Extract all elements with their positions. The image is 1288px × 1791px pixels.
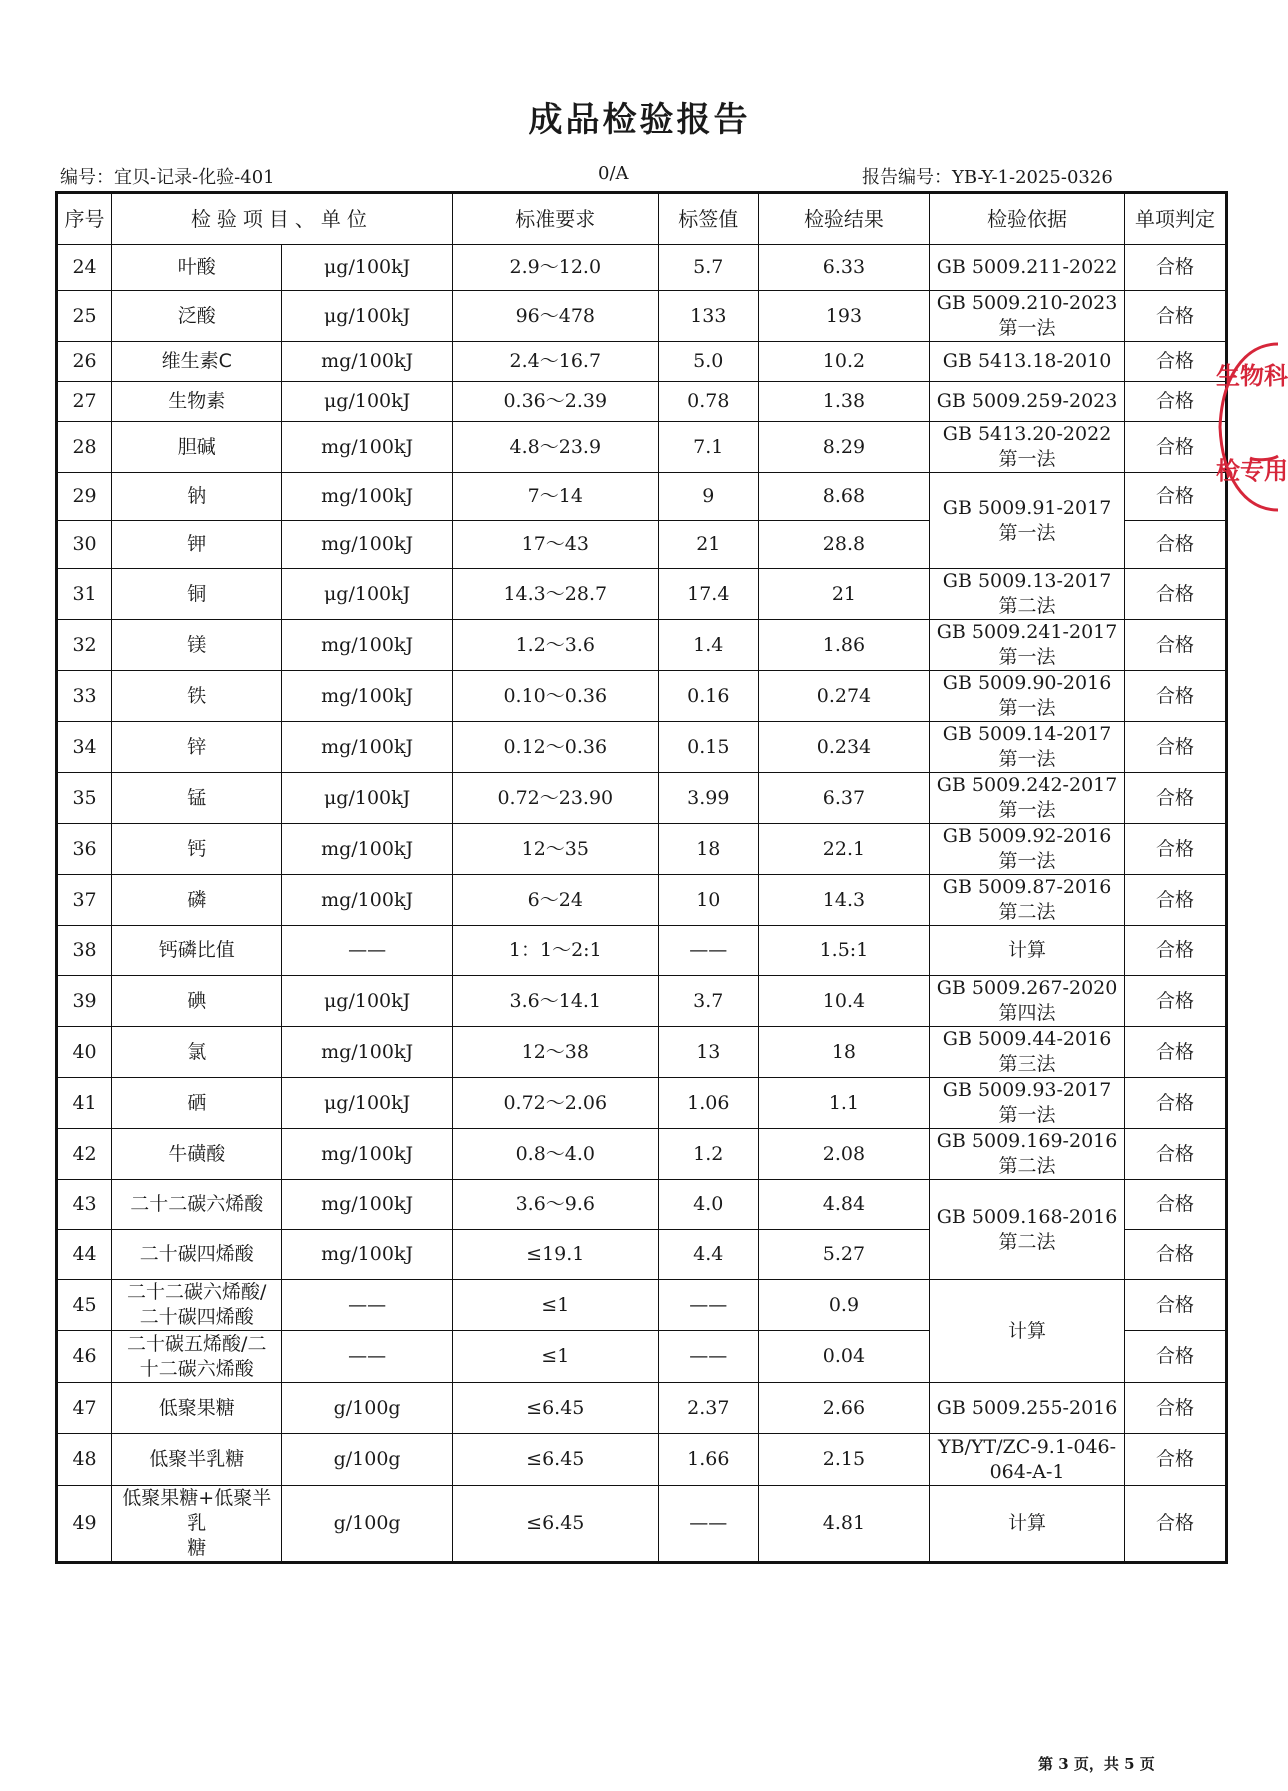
- cell-unit: μg/100kJ: [282, 976, 452, 1027]
- table-row: [57, 1078, 1227, 1129]
- cell-result: 21: [758, 569, 929, 620]
- cell-result: 5.27: [758, 1230, 929, 1280]
- cell-item: 二十碳四烯酸: [112, 1230, 282, 1280]
- cell-unit: g/100g: [282, 1434, 452, 1486]
- cell-label-value: 2.37: [658, 1383, 758, 1434]
- seal-text-top: 生物科: [1216, 362, 1288, 390]
- cell-result: 1.86: [758, 620, 929, 671]
- cell-unit: ——: [282, 1331, 452, 1383]
- cell-label-value: ——: [658, 1280, 758, 1331]
- table-row: [57, 824, 1227, 875]
- cell-basis: GB 5009.14-2017 第一法: [930, 722, 1125, 773]
- cell-basis: GB 5009.44-2016 第三法: [930, 1027, 1125, 1078]
- cell-result: 2.66: [758, 1383, 929, 1434]
- cell-item: 维生素C: [112, 342, 282, 382]
- cell-judgment: 合格: [1124, 382, 1226, 422]
- cell-no: 30: [57, 521, 112, 569]
- cell-standard: ≤6.45: [452, 1486, 658, 1563]
- cell-item: 铜: [112, 569, 282, 620]
- cell-standard: ≤6.45: [452, 1434, 658, 1486]
- cell-unit: mg/100kJ: [282, 875, 452, 926]
- cell-label-value: 9: [658, 473, 758, 521]
- cell-standard: ≤1: [452, 1280, 658, 1331]
- cell-judgment: 合格: [1124, 342, 1226, 382]
- table-row: [57, 1129, 1227, 1180]
- cell-unit: mg/100kJ: [282, 342, 452, 382]
- cell-judgment: 合格: [1124, 1434, 1226, 1486]
- cell-label-value: 0.78: [658, 382, 758, 422]
- cell-no: 27: [57, 382, 112, 422]
- cell-unit: ——: [282, 926, 452, 976]
- cell-label-value: 1.06: [658, 1078, 758, 1129]
- cell-standard: 0.36～2.39: [452, 382, 658, 422]
- seal-text-bottom: 检专用: [1216, 457, 1288, 485]
- cell-no: 48: [57, 1434, 112, 1486]
- cell-result: 0.04: [758, 1331, 929, 1383]
- cell-item: 低聚果糖+低聚半乳 糖: [112, 1486, 282, 1563]
- table-row: [57, 569, 1227, 620]
- cell-result: 1.5:1: [758, 926, 929, 976]
- cell-unit: μg/100kJ: [282, 245, 452, 291]
- cell-judgment: 合格: [1124, 722, 1226, 773]
- cell-label-value: 5.0: [658, 342, 758, 382]
- cell-no: 41: [57, 1078, 112, 1129]
- cell-unit: mg/100kJ: [282, 422, 452, 473]
- col-header-basis: 检验依据: [930, 193, 1125, 245]
- table-row: [57, 1434, 1227, 1486]
- cell-judgment: 合格: [1124, 422, 1226, 473]
- cell-item: 二十二碳六烯酸: [112, 1180, 282, 1230]
- cell-standard: 0.8～4.0: [452, 1129, 658, 1180]
- cell-result: 8.29: [758, 422, 929, 473]
- cell-basis: GB 5009.168-2016 第二法: [930, 1180, 1125, 1280]
- cell-item: 钾: [112, 521, 282, 569]
- cell-item: 胆碱: [112, 422, 282, 473]
- table-row: [57, 1027, 1227, 1078]
- cell-item: 低聚半乳糖: [112, 1434, 282, 1486]
- company-seal: [1214, 338, 1288, 516]
- cell-standard: 1：1～2:1: [452, 926, 658, 976]
- cell-basis: GB 5413.18-2010: [930, 342, 1125, 382]
- cell-unit: mg/100kJ: [282, 722, 452, 773]
- cell-standard: 6～24: [452, 875, 658, 926]
- table-row: [57, 291, 1227, 342]
- table-row: [57, 1486, 1227, 1563]
- cell-label-value: ——: [658, 1486, 758, 1563]
- cell-unit: mg/100kJ: [282, 1027, 452, 1078]
- cell-item: 泛酸: [112, 291, 282, 342]
- cell-result: 22.1: [758, 824, 929, 875]
- cell-result: 14.3: [758, 875, 929, 926]
- cell-standard: 96～478: [452, 291, 658, 342]
- cell-standard: ≤6.45: [452, 1383, 658, 1434]
- table-row: [57, 773, 1227, 824]
- cell-label-value: 7.1: [658, 422, 758, 473]
- cell-judgment: 合格: [1124, 1230, 1226, 1280]
- cell-judgment: 合格: [1124, 473, 1226, 521]
- cell-no: 29: [57, 473, 112, 521]
- cell-unit: g/100g: [282, 1383, 452, 1434]
- cell-result: 4.81: [758, 1486, 929, 1563]
- cell-unit: ——: [282, 1280, 452, 1331]
- cell-label-value: 1.66: [658, 1434, 758, 1486]
- cell-label-value: 3.7: [658, 976, 758, 1027]
- cell-basis: YB/YT/ZC-9.1-046- 064-A-1: [930, 1434, 1125, 1486]
- cell-standard: ≤1: [452, 1331, 658, 1383]
- table-body: [57, 245, 1227, 1563]
- cell-no: 45: [57, 1280, 112, 1331]
- cell-unit: mg/100kJ: [282, 671, 452, 722]
- cell-result: 2.08: [758, 1129, 929, 1180]
- cell-result: 2.15: [758, 1434, 929, 1486]
- cell-basis: GB 5009.211-2022: [930, 245, 1125, 291]
- cell-no: 44: [57, 1230, 112, 1280]
- cell-label-value: ——: [658, 1331, 758, 1383]
- cell-basis: 计算: [930, 1486, 1125, 1563]
- cell-unit: μg/100kJ: [282, 382, 452, 422]
- cell-standard: 3.6～9.6: [452, 1180, 658, 1230]
- cell-standard: ≤19.1: [452, 1230, 658, 1280]
- cell-result: 0.274: [758, 671, 929, 722]
- col-header-item: 检验项目、单位: [112, 193, 453, 245]
- cell-result: 6.37: [758, 773, 929, 824]
- cell-result: 1.1: [758, 1078, 929, 1129]
- cell-no: 38: [57, 926, 112, 976]
- cell-standard: 7～14: [452, 473, 658, 521]
- cell-unit: g/100g: [282, 1486, 452, 1563]
- cell-result: 28.8: [758, 521, 929, 569]
- cell-judgment: 合格: [1124, 926, 1226, 976]
- cell-judgment: 合格: [1124, 671, 1226, 722]
- cell-item: 钙: [112, 824, 282, 875]
- cell-judgment: 合格: [1124, 521, 1226, 569]
- cell-result: 0.9: [758, 1280, 929, 1331]
- cell-label-value: 21: [658, 521, 758, 569]
- cell-standard: 0.72～23.90: [452, 773, 658, 824]
- cell-basis: GB 5009.93-2017 第一法: [930, 1078, 1125, 1129]
- cell-basis: GB 5009.259-2023: [930, 382, 1125, 422]
- cell-no: 25: [57, 291, 112, 342]
- cell-basis: GB 5009.241-2017 第一法: [930, 620, 1125, 671]
- cell-judgment: 合格: [1124, 773, 1226, 824]
- cell-result: 10.4: [758, 976, 929, 1027]
- cell-no: 24: [57, 245, 112, 291]
- cell-result: 193: [758, 291, 929, 342]
- cell-unit: mg/100kJ: [282, 1129, 452, 1180]
- cell-unit: mg/100kJ: [282, 1180, 452, 1230]
- cell-label-value: 13: [658, 1027, 758, 1078]
- version: 0/A: [598, 163, 629, 184]
- cell-basis: GB 5009.169-2016 第二法: [930, 1129, 1125, 1180]
- cell-judgment: 合格: [1124, 1180, 1226, 1230]
- cell-no: 47: [57, 1383, 112, 1434]
- table-row: [57, 245, 1227, 291]
- cell-standard: 0.72～2.06: [452, 1078, 658, 1129]
- record-number: 编号：宜贝-记录-化验-401: [60, 167, 275, 188]
- table-header-row: [57, 193, 1227, 245]
- cell-label-value: 10: [658, 875, 758, 926]
- cell-result: 8.68: [758, 473, 929, 521]
- table-row: [57, 422, 1227, 473]
- cell-unit: mg/100kJ: [282, 824, 452, 875]
- cell-unit: mg/100kJ: [282, 1230, 452, 1280]
- cell-item: 镁: [112, 620, 282, 671]
- cell-item: 钙磷比值: [112, 926, 282, 976]
- cell-basis: GB 5009.87-2016 第二法: [930, 875, 1125, 926]
- page-number: 第 3 页，共 5 页: [1038, 1755, 1155, 1773]
- cell-basis: GB 5009.91-2017 第一法: [930, 473, 1125, 569]
- cell-judgment: 合格: [1124, 1129, 1226, 1180]
- cell-judgment: 合格: [1124, 569, 1226, 620]
- cell-label-value: 0.16: [658, 671, 758, 722]
- cell-basis: GB 5009.242-2017 第一法: [930, 773, 1125, 824]
- cell-judgment: 合格: [1124, 1486, 1226, 1563]
- table-row: [57, 382, 1227, 422]
- cell-label-value: 17.4: [658, 569, 758, 620]
- cell-basis: GB 5009.210-2023 第一法: [930, 291, 1125, 342]
- cell-judgment: 合格: [1124, 1331, 1226, 1383]
- cell-label-value: 1.4: [658, 620, 758, 671]
- cell-item: 叶酸: [112, 245, 282, 291]
- cell-unit: μg/100kJ: [282, 1078, 452, 1129]
- col-header-judgment: 单项判定: [1124, 193, 1226, 245]
- cell-result: 10.2: [758, 342, 929, 382]
- cell-basis: GB 5413.20-2022 第一法: [930, 422, 1125, 473]
- cell-unit: mg/100kJ: [282, 620, 452, 671]
- cell-no: 35: [57, 773, 112, 824]
- cell-item: 铁: [112, 671, 282, 722]
- cell-unit: μg/100kJ: [282, 569, 452, 620]
- cell-no: 42: [57, 1129, 112, 1180]
- cell-no: 33: [57, 671, 112, 722]
- cell-item: 碘: [112, 976, 282, 1027]
- table-row: [57, 1180, 1227, 1230]
- cell-basis: GB 5009.92-2016 第一法: [930, 824, 1125, 875]
- inspection-table: [55, 191, 1228, 1564]
- cell-item: 牛磺酸: [112, 1129, 282, 1180]
- cell-judgment: 合格: [1124, 1280, 1226, 1331]
- cell-standard: 3.6～14.1: [452, 976, 658, 1027]
- table-row: [57, 473, 1227, 521]
- cell-basis: 计算: [930, 1280, 1125, 1383]
- cell-item: 锰: [112, 773, 282, 824]
- cell-no: 39: [57, 976, 112, 1027]
- cell-no: 31: [57, 569, 112, 620]
- cell-no: 37: [57, 875, 112, 926]
- table-row: [57, 1280, 1227, 1331]
- cell-item: 生物素: [112, 382, 282, 422]
- cell-judgment: 合格: [1124, 1027, 1226, 1078]
- table-row: [57, 976, 1227, 1027]
- cell-result: 0.234: [758, 722, 929, 773]
- cell-item: 钠: [112, 473, 282, 521]
- cell-basis: 计算: [930, 926, 1125, 976]
- cell-standard: 1.2～3.6: [452, 620, 658, 671]
- table-row: [57, 722, 1227, 773]
- cell-result: 18: [758, 1027, 929, 1078]
- cell-standard: 0.12～0.36: [452, 722, 658, 773]
- cell-no: 43: [57, 1180, 112, 1230]
- cell-unit: mg/100kJ: [282, 521, 452, 569]
- cell-judgment: 合格: [1124, 620, 1226, 671]
- cell-unit: mg/100kJ: [282, 473, 452, 521]
- cell-item: 二十二碳六烯酸/ 二十碳四烯酸: [112, 1280, 282, 1331]
- table-row: [57, 671, 1227, 722]
- cell-label-value: 18: [658, 824, 758, 875]
- cell-judgment: 合格: [1124, 976, 1226, 1027]
- cell-no: 32: [57, 620, 112, 671]
- cell-unit: μg/100kJ: [282, 291, 452, 342]
- cell-no: 26: [57, 342, 112, 382]
- col-header-no: 序号: [57, 193, 112, 245]
- cell-basis: GB 5009.267-2020 第四法: [930, 976, 1125, 1027]
- cell-label-value: 1.2: [658, 1129, 758, 1180]
- report-title: 成品检验报告: [528, 100, 751, 140]
- cell-no: 34: [57, 722, 112, 773]
- table-row: [57, 875, 1227, 926]
- cell-label-value: ——: [658, 926, 758, 976]
- col-header-label-value: 标签值: [658, 193, 758, 245]
- cell-no: 28: [57, 422, 112, 473]
- cell-label-value: 4.4: [658, 1230, 758, 1280]
- cell-judgment: 合格: [1124, 824, 1226, 875]
- cell-basis: GB 5009.255-2016: [930, 1383, 1125, 1434]
- cell-basis: GB 5009.90-2016 第一法: [930, 671, 1125, 722]
- col-header-result: 检验结果: [758, 193, 929, 245]
- report-number: 报告编号：YB-Y-1-2025-0326: [862, 167, 1113, 188]
- cell-item: 二十碳五烯酸/二 十二碳六烯酸: [112, 1331, 282, 1383]
- cell-judgment: 合格: [1124, 1078, 1226, 1129]
- cell-label-value: 0.15: [658, 722, 758, 773]
- cell-unit: μg/100kJ: [282, 773, 452, 824]
- cell-result: 6.33: [758, 245, 929, 291]
- cell-judgment: 合格: [1124, 245, 1226, 291]
- cell-no: 40: [57, 1027, 112, 1078]
- cell-label-value: 4.0: [658, 1180, 758, 1230]
- cell-no: 36: [57, 824, 112, 875]
- table-row: [57, 342, 1227, 382]
- cell-item: 低聚果糖: [112, 1383, 282, 1434]
- cell-no: 46: [57, 1331, 112, 1383]
- cell-standard: 14.3～28.7: [452, 569, 658, 620]
- cell-standard: 12～35: [452, 824, 658, 875]
- cell-standard: 4.8～23.9: [452, 422, 658, 473]
- cell-judgment: 合格: [1124, 1383, 1226, 1434]
- cell-standard: 12～38: [452, 1027, 658, 1078]
- cell-standard: 17～43: [452, 521, 658, 569]
- cell-no: 49: [57, 1486, 112, 1563]
- cell-judgment: 合格: [1124, 291, 1226, 342]
- cell-basis: GB 5009.13-2017 第二法: [930, 569, 1125, 620]
- cell-standard: 0.10～0.36: [452, 671, 658, 722]
- cell-item: 氯: [112, 1027, 282, 1078]
- table-row: [57, 1383, 1227, 1434]
- cell-standard: 2.4～16.7: [452, 342, 658, 382]
- table-row: [57, 620, 1227, 671]
- cell-label-value: 5.7: [658, 245, 758, 291]
- cell-result: 1.38: [758, 382, 929, 422]
- cell-item: 磷: [112, 875, 282, 926]
- cell-label-value: 133: [658, 291, 758, 342]
- cell-item: 锌: [112, 722, 282, 773]
- cell-result: 4.84: [758, 1180, 929, 1230]
- col-header-standard: 标准要求: [452, 193, 658, 245]
- cell-label-value: 3.99: [658, 773, 758, 824]
- cell-judgment: 合格: [1124, 875, 1226, 926]
- cell-item: 硒: [112, 1078, 282, 1129]
- table-row: [57, 926, 1227, 976]
- cell-standard: 2.9～12.0: [452, 245, 658, 291]
